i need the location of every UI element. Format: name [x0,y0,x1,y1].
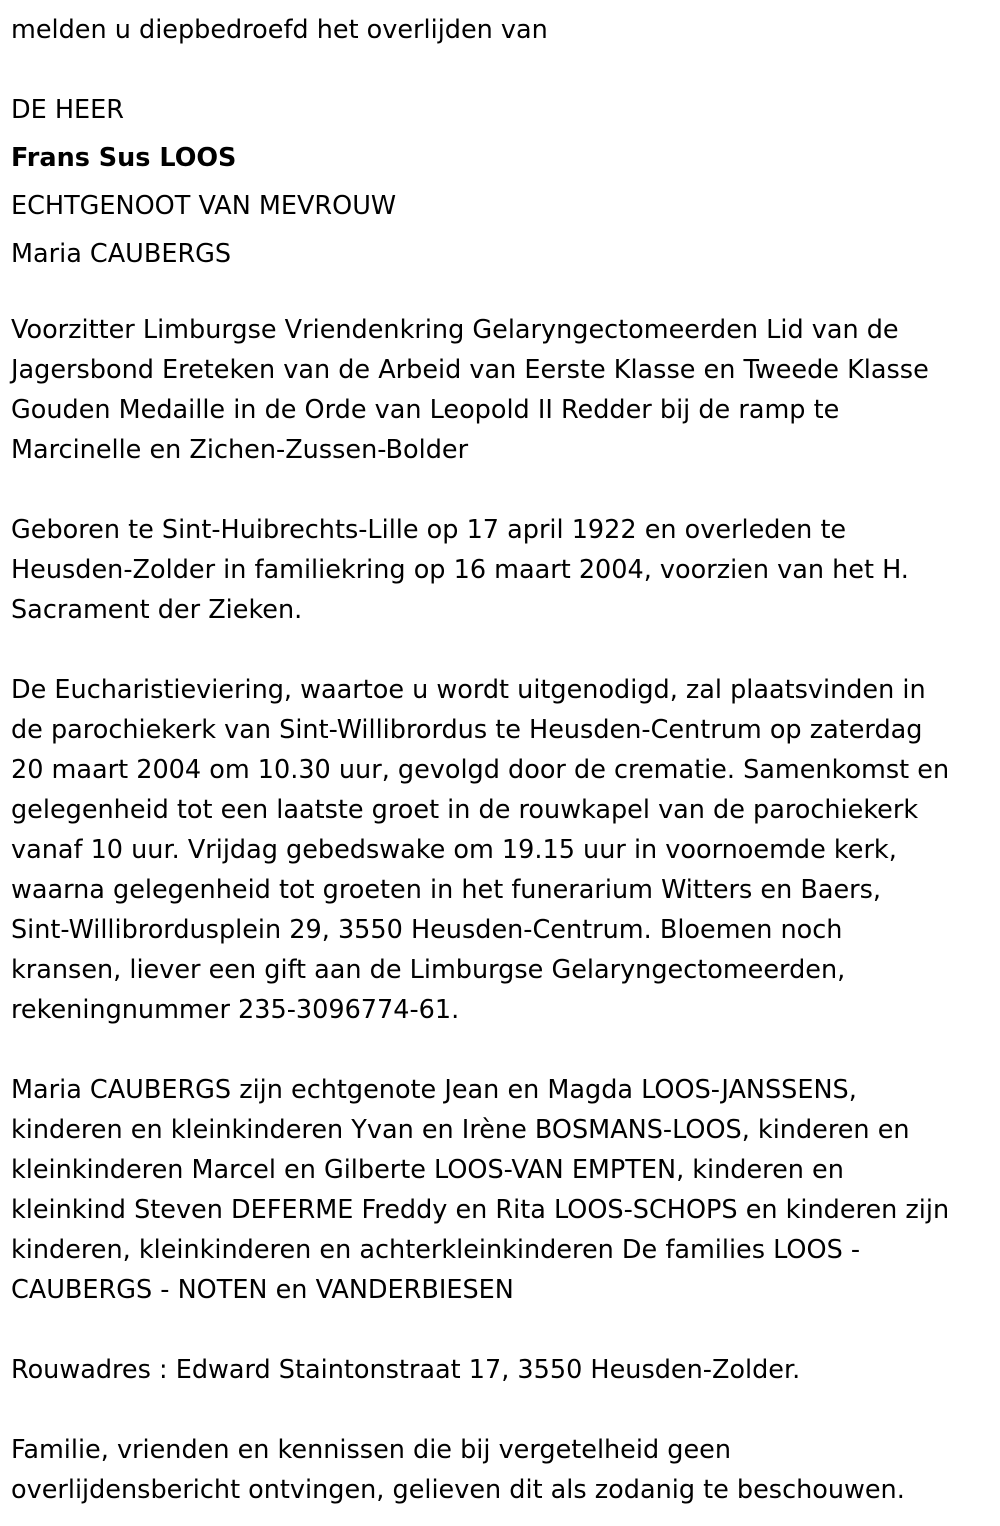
ceremony-line: Sint-Willibrordusplein 29, 3550 Heusden-Centrum. Bloemen noch [11,915,843,945]
spacer [11,54,996,86]
ceremony-line: gelegenheid tot een laatste groet in de rouwkapel van de parochiekerk [11,795,919,825]
birth-death-line: Geboren te Sint-Huibrechts-Lille op 17 april 1922 en overleden te [11,515,847,545]
ceremony-line: kransen, liever een gift aan de Limburgse Gelaryngectomeerden, [11,955,846,985]
ceremony-line: de parochiekerk van Sint-Willibrordus te Heusden-Centrum op zaterdag [11,715,923,745]
relation-text: ECHTGENOOT VAN MEVROUW [11,191,397,221]
spacer [11,1390,996,1430]
closing-paragraph [11,1430,996,1510]
deceased-name: Frans Sus LOOS [11,143,237,173]
spacer [11,278,996,310]
family-line: kinderen en kleinkinderen Yvan en Irène BOSMANS-LOOS, kinderen en [11,1115,910,1145]
family-line: kinderen, kleinkinderen en achterkleinkinderen De families LOOS - [11,1235,861,1265]
honors-paragraph [11,310,996,470]
address-paragraph [11,1350,996,1390]
birth-death-line: Sacrament der Zieken. [11,595,303,625]
honors-line: Jagersbond Ereteken van de Arbeid van Eerste Klasse en Tweede Klasse [11,355,929,385]
family-paragraph [11,1070,996,1310]
ceremony-line: waarna gelegenheid tot groeten in het funerarium Witters en Baers, [11,875,882,905]
honors-line: Gouden Medaille in de Orde van Leopold II Redder bij de ramp te [11,395,840,425]
spacer [11,630,996,670]
death-notice [11,6,996,1510]
ceremony-line: vanaf 10 uur. Vrijdag gebedswake om 19.15 uur in voornoemde kerk, [11,835,897,865]
spacer [11,1030,996,1070]
closing-line: overlijdensbericht ontvingen, gelieven dit als zodanig te beschouwen. [11,1475,905,1505]
address-line: Rouwadres : Edward Staintonstraat 17, 3550 Heusden-Zolder. [11,1355,801,1385]
ceremony-line: rekeningnummer 235-3096774-61. [11,995,460,1025]
spacer [11,470,996,510]
ceremony-line: 20 maart 2004 om 10.30 uur, gevolgd door de crematie. Samenkomst en [11,755,950,785]
spouse-name: Maria CAUBERGS [11,239,232,269]
closing-line: Familie, vrienden en kennissen die bij vergetelheid geen [11,1435,731,1465]
ceremony-paragraph [11,670,996,1030]
family-line: kleinkinderen Marcel en Gilberte LOOS-VAN EMPTEN, kinderen en [11,1155,844,1185]
intro-text: melden u diepbedroefd het overlijden van [11,15,548,45]
honors-line: Voorzitter Limburgse Vriendenkring Gelaryngectomeerden Lid van de [11,315,899,345]
birth-death-line: Heusden-Zolder in familiekring op 16 maart 2004, voorzien van het H. [11,555,909,585]
ceremony-line: De Eucharistieviering, waartoe u wordt uitgenodigd, zal plaatsvinden in [11,675,926,705]
birth-death-paragraph [11,510,996,630]
family-line: kleinkind Steven DEFERME Freddy en Rita LOOS-SCHOPS en kinderen zijn [11,1195,950,1225]
family-line: Maria CAUBERGS zijn echtgenote Jean en Magda LOOS-JANSSENS, [11,1075,857,1105]
spacer [11,1310,996,1350]
honors-line: Marcinelle en Zichen-Zussen-Bolder [11,435,469,465]
family-line: CAUBERGS - NOTEN en VANDERBIESEN [11,1275,514,1305]
title-text: DE HEER [11,95,124,125]
